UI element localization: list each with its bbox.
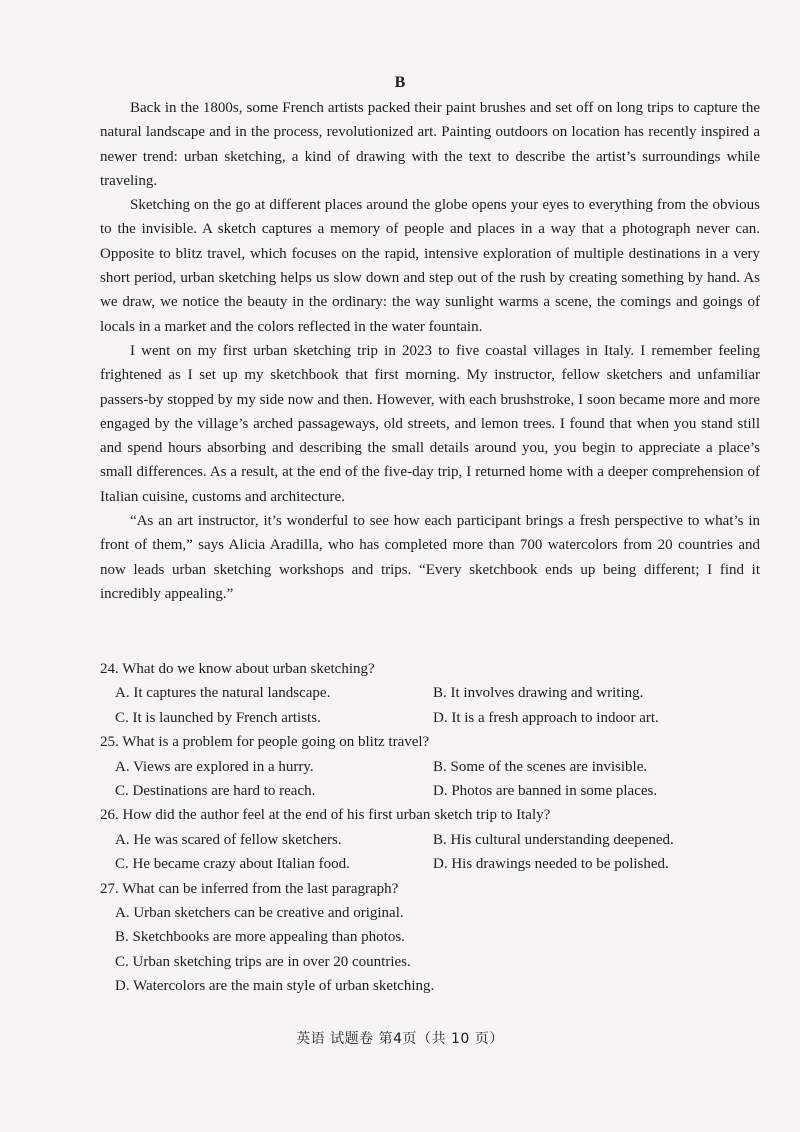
question-stem: 24. What do we know about urban sketching? [100,661,375,677]
option-b: B. Some of the scenes are invisible. [433,758,648,775]
option-c: C. Urban sketching trips are in over 20 countries. [115,953,411,970]
section-title: B [394,74,406,91]
option-b: B. It involves drawing and writing. [433,685,644,702]
reading-passage [100,96,760,606]
option-d: D. His drawings needed to be polished. [433,856,669,873]
question-stem: 27. What can be inferred from the last paragraph? [100,880,399,897]
option-a: A. It captures the natural landscape. [115,685,331,702]
passage-paragraph: I went on my first urban sketching trip in 2023 to five coastal villages in Italy. I remember feeling frightened as I set up my sketchbook that first morning. My instructor, fellow sketchers and unfamiliar passers-by stopped by my side now and then. However, with each brushstroke, I soon became more and more engaged by the village’s arched passageways, old streets, and lemon trees. I found that when you stand still and spend hours absorbing and describing the small details around you, you begin to appreciate a place’s small differences. As a result, at the end of the five-day trip, I returned home with a deeper comprehension of Italian cuisine, customs and architecture. [100,342,760,505]
option-d: D. It is a fresh approach to indoor art. [433,709,659,726]
option-c: C. It is launched by French artists. [115,709,321,726]
option-d: D. Photos are banned in some places. [433,783,658,800]
option-d: D. Watercolors are the main style of urban sketching. [115,978,435,995]
passage-paragraph: Back in the 1800s, some French artists packed their paint brushes and set off on long trips to capture the natural landscape and in the process, revolutionized art. Painting outdoors on location has recently inspired a newer trend: urban sketching, a kind of drawing with the text to describe the artist’s surroundings while traveling. [100,100,760,189]
option-a: A. Urban sketchers can be creative and original. [115,905,404,922]
question-stem: 25. What is a problem for people going on blitz travel? [100,734,430,751]
option-b: B. Sketchbooks are more appealing than photos. [115,929,405,946]
passage-paragraph: “As an art instructor, it’s wonderful to see how each participant brings a fresh perspective to what’s in front of them,” says Alicia Aradilla, who has completed more than 700 watercolors from 20 countries and now leads urban sketching workshops and trips. “Every sketchbook ends up being different; I find it incredibly appealing.” [100,513,760,602]
option-c: C. He became crazy about Italian food. [115,856,350,873]
page-footer: 英语 试题卷 第4页（共 10 页） [296,1031,504,1047]
option-c: C. Destinations are hard to reach. [115,783,316,800]
passage-paragraph: Sketching on the go at different places around the globe opens your eyes to everything from the obvious to the invisible. A sketch captures a memory of people and places in a way that a photograph never can. Opposite to blitz travel, which focuses on the rapid, intensive exploration of multiple destinations in a very short period, urban sketching helps us slow down and step out of the rush by creating something by hand. As we draw, we notice the beauty in the ordinary: the way sunlight warms a scene, the comings and goings of locals in a market and the colors reflected in the water fountain. [100,197,760,335]
option-a: A. Views are explored in a hurry. [115,758,314,775]
option-b: B. His cultural understanding deepened. [433,831,674,848]
question-list [100,657,760,999]
option-a: A. He was scared of fellow sketchers. [115,831,342,848]
question-stem: 26. How did the author feel at the end of his first urban sketch trip to Italy? [100,807,551,824]
